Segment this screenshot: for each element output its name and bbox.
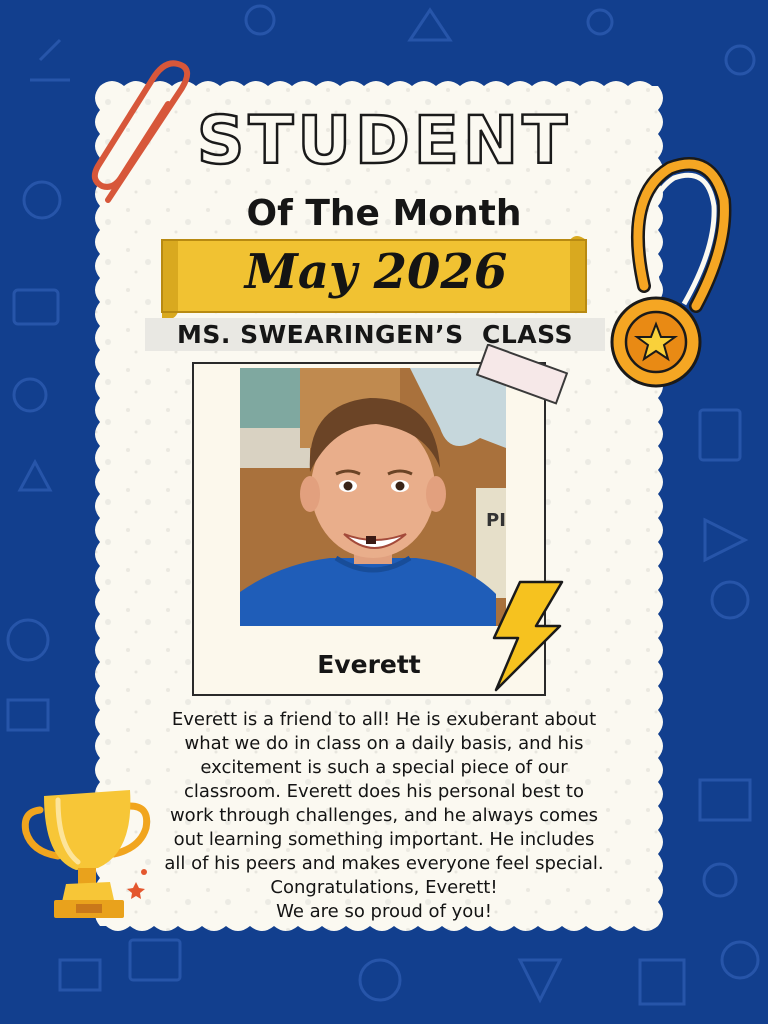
heading-of-the-month: Of The Month [246, 193, 522, 234]
month-title: May 2026 [244, 244, 508, 300]
lightning-bolt-icon [490, 578, 566, 694]
blurb-line: work through challenges, and he always comes [169, 805, 599, 826]
student-name: Everett [317, 650, 421, 679]
student-photo [240, 368, 506, 626]
blurb-line: all of his peers and makes everyone feel special. [164, 853, 604, 874]
trophy-icon [18, 776, 158, 926]
tape-icon [470, 344, 570, 414]
heading-student: STUDENT [196, 102, 572, 179]
blurb-line: excitement is such a special piece of our [200, 757, 568, 778]
blurb-line: what we do in class on a daily basis, and his [184, 733, 584, 754]
blurb-line: Everett is a friend to all! He is exuberant about [171, 709, 597, 730]
blurb-line: classroom. Everett does his personal best to [183, 781, 584, 802]
class-name: MS. SWEARINGEN’S CLASS [176, 320, 573, 349]
student-description [140, 708, 628, 924]
blurb-line: Congratulations, Everett! [270, 877, 498, 898]
blurb-line: We are so proud of you! [276, 901, 492, 922]
photo-label: PI [486, 510, 506, 531]
medal-icon [604, 156, 744, 392]
blurb-line: out learning something important. He includes [173, 829, 595, 850]
